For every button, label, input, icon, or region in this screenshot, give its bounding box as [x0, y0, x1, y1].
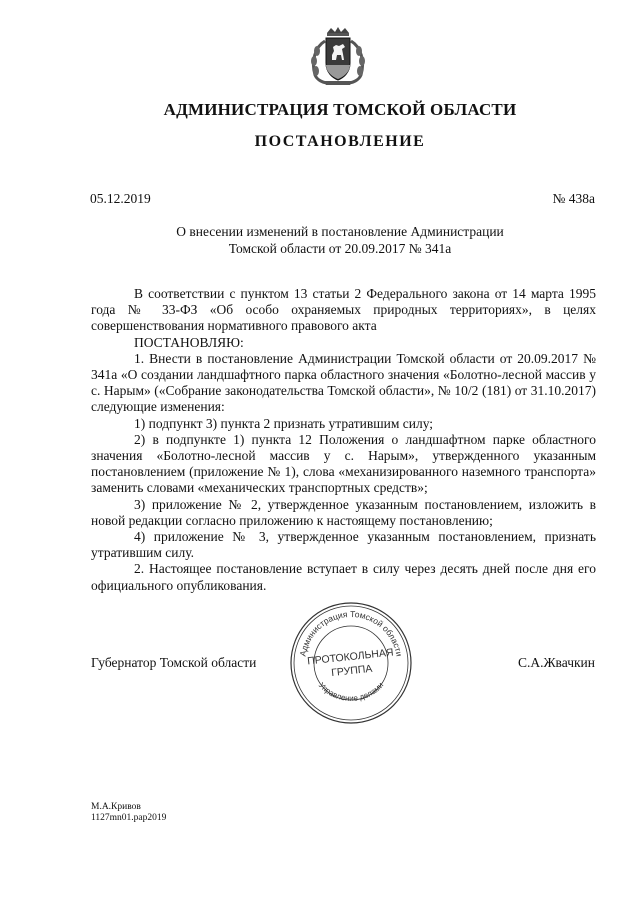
clause-1: 1. Внести в постановление Администрации Томской области от 20.09.2017 № 341а «О создании ландшафтного парка областного значения «Болотно-лесной массив у с. Нарым» («Собрание законодательства Томской области», № 10/2 (181) от 31.10.2017) следующие изменения:: [91, 350, 596, 415]
clause-1-sub-2: 2) в подпункте 1) пункта 12 Положения о ландшафтном парке областного значения «Болотно-лесной массив у с. Нарым», утвержденного указанным постановлением (приложение № 1), слова «механизированного наземного транспорта» заменить словами «механических транспортных средств»;: [91, 431, 596, 496]
document-subject: [0, 224, 640, 257]
executor-block: [91, 802, 166, 824]
preamble-paragraph: В соответствии с пунктом 13 статьи 2 Федерального закона от 14 марта 1995 года № 33-ФЗ «Об особо охраняемых природных территориях», в целях совершенствования нормативного правового акта: [91, 286, 596, 334]
official-stamp: [288, 600, 414, 726]
stamp-outer-top-text: Администрация Томской области: [297, 608, 405, 658]
signer-name: С.А.Жвачкин: [517, 655, 595, 670]
clause-2: 2. Настоящее постановление вступает в силу через десять дней после дня его официального опубликования.: [91, 561, 596, 593]
clause-1-sub-3: 3) приложение № 2, утвержденное указанным постановлением, изложить в новой редакции согласно приложению к настоящему постановлению;: [91, 496, 596, 528]
document-date: 05.12.2019: [90, 191, 151, 206]
executor-name: М.А.Кривов: [91, 802, 141, 812]
clause-1-sub-1: 1) подпункт 3) пункта 2 признать утратившим силу;: [134, 415, 434, 431]
coat-of-arms-icon: [305, 27, 371, 87]
subject-line-2: Томской области от 20.09.2017 № 341а: [228, 240, 452, 256]
decree-word: ПОСТАНОВЛЯЮ:: [134, 334, 244, 350]
document-body: [91, 286, 596, 594]
organization-title: АДМИНИСТРАЦИЯ ТОМСКОЙ ОБЛАСТИ: [163, 100, 517, 119]
document-type: ПОСТАНОВЛЕНИЕ: [254, 133, 426, 150]
document-number: № 438а: [552, 191, 595, 206]
stamp-center-line-1: ПРОТОКОЛЬНАЯ: [306, 646, 395, 668]
stamp-center-line-2: ГРУППА: [330, 662, 373, 680]
executor-file: 1127mn01.pap2019: [91, 813, 167, 823]
clause-1-sub-4: 4) приложение № 3, утвержденное указанным постановлением, признать утратившим силу.: [91, 529, 596, 561]
signer-position: Губернатор Томской области: [91, 655, 257, 670]
stamp-outer-bottom-text: Управление делами: [316, 680, 386, 703]
subject-line-1: О внесении изменений в постановление Администрации: [176, 224, 504, 239]
